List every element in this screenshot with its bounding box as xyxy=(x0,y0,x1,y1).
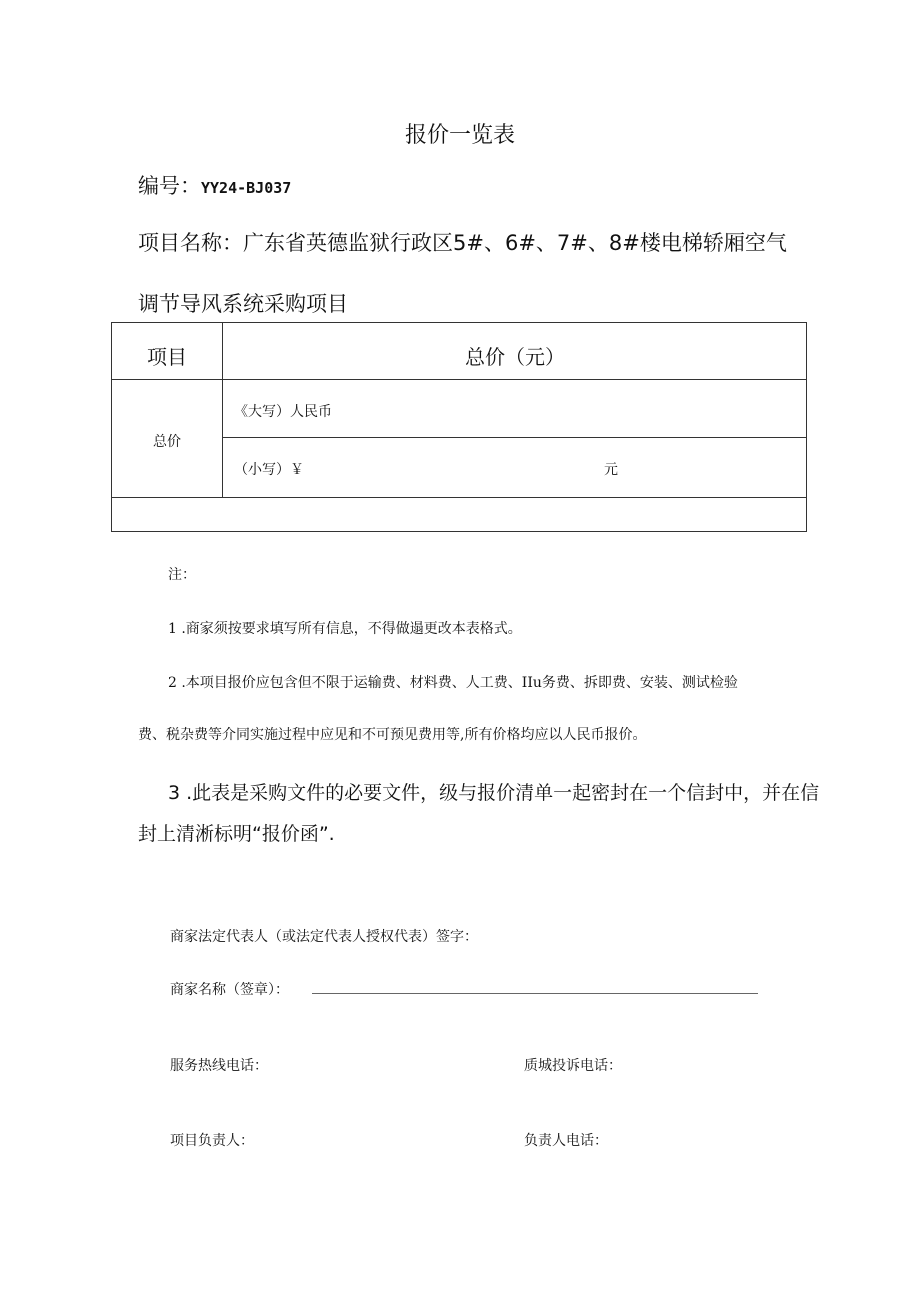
document-code xyxy=(138,170,291,200)
note-item-1: 1 .商家须按要求填写所有信息，不得做遢更改本表格式。 xyxy=(168,621,522,637)
table-rule-footer xyxy=(112,497,806,498)
merchant-name-label: 商家名称（签章）： xyxy=(170,982,289,998)
capital-amount-label: 《大写）人民币 xyxy=(234,404,332,420)
project-label: 项目名称： xyxy=(138,231,243,255)
note-item-3-line1: 3 .此表是采购文件的必要文件，级与报价清单一起密封在一个信封中，并在信 xyxy=(168,782,820,804)
project-name-line2: 调节导风系统采购项目 xyxy=(138,292,348,316)
header-item: 项目 xyxy=(147,345,187,369)
header-total-price: 总价（元） xyxy=(465,345,565,369)
note-item-3-line2: 封上清淅标明“报价函”. xyxy=(138,823,335,845)
note-item-2-line1: 2 .本项目报价应包含但不限于运输费、材料费、人工费、IIu务费、拆即费、安装、测试检验 xyxy=(168,675,738,691)
small-amount-label: （小写）￥ xyxy=(234,462,304,478)
small-amount-unit: 元 xyxy=(604,462,618,478)
lead-phone-label: 负责人电话： xyxy=(524,1133,608,1149)
table-rule-header xyxy=(112,379,806,380)
quality-complaint-phone-label: 质城投诉电话： xyxy=(524,1058,622,1074)
project-name-text: 广东省英德监狱行政区5#、6#、7#、8#楼电梯轿厢空气 xyxy=(243,231,787,255)
code-label: 编号： xyxy=(138,174,201,198)
quote-table xyxy=(111,322,807,532)
row-label-total: 总价 xyxy=(153,434,181,450)
notes-heading: 注： xyxy=(168,567,196,583)
merchant-name-underline xyxy=(312,993,758,994)
code-value: YY24-BJ037 xyxy=(201,179,292,197)
project-name-line1 xyxy=(138,227,787,257)
document-title: 报价一览表 xyxy=(404,123,515,148)
representative-signature-label: 商家法定代表人（或法定代表人授权代表）签字： xyxy=(170,929,478,945)
project-lead-label: 项目负责人： xyxy=(170,1133,254,1149)
table-rule-amount xyxy=(222,437,806,438)
service-hotline-label: 服务热线电话： xyxy=(170,1058,268,1074)
note-item-2-line2: 费、税杂费等介同实施过程中应见和不可预见费用等,所有价格均应以人民币报价。 xyxy=(138,727,647,743)
